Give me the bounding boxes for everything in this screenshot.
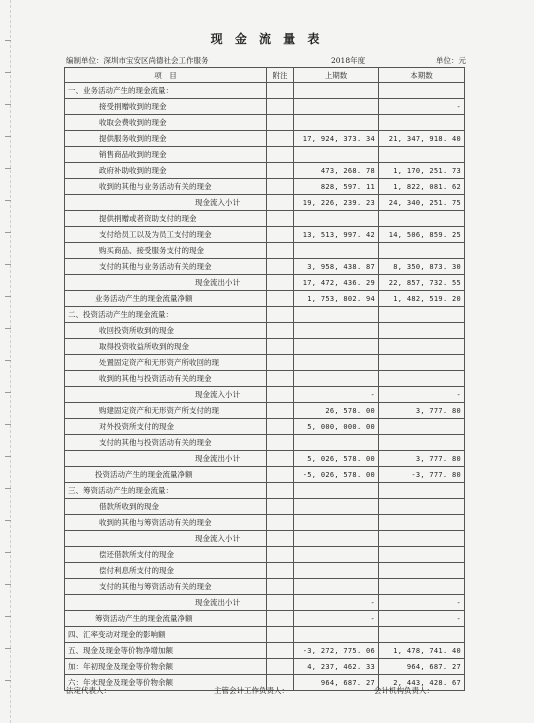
row-item: 偿还借款所支付的现金	[65, 547, 267, 563]
table-row	[65, 403, 465, 419]
row-note	[267, 179, 294, 195]
row-prev-amount	[294, 435, 379, 451]
cash-flow-table	[64, 67, 465, 691]
row-note	[267, 563, 294, 579]
row-curr-amount	[379, 243, 465, 259]
table-row	[65, 547, 465, 563]
row-item: 支付给员工以及为员工支付的现金	[65, 227, 267, 243]
row-item: 六：年末现金及现金等价物余额	[65, 675, 267, 691]
row-prev-amount	[294, 339, 379, 355]
row-curr-amount	[379, 323, 465, 339]
row-curr-amount: 3, 777. 80	[379, 451, 465, 467]
table-row	[65, 611, 465, 627]
row-item: 筹资活动产生的现金流量净额	[65, 611, 267, 627]
row-prev-amount	[294, 355, 379, 371]
table-row	[65, 595, 465, 611]
table-row	[65, 131, 465, 147]
row-prev-amount	[294, 99, 379, 115]
row-prev-amount: 5, 000, 000. 00	[294, 419, 379, 435]
table-row	[65, 83, 465, 99]
table-row	[65, 467, 465, 483]
report-year: 2018年度	[331, 56, 366, 65]
row-item: 加：年初现金及现金等价物余额	[65, 659, 267, 675]
row-note	[267, 275, 294, 291]
table-row	[65, 579, 465, 595]
row-prev-amount: 17, 924, 373. 34	[294, 131, 379, 147]
legal-rep-label: 法定代表人：	[66, 686, 111, 695]
reporting-unit: 编制单位：深圳市宝安区尚德社会工作服务	[66, 56, 209, 65]
row-note	[267, 579, 294, 595]
accounting-dept-label: 会计机构负责人：	[374, 686, 434, 695]
row-item: 三、筹资活动产生的现金流量：	[65, 483, 267, 499]
row-prev-amount	[294, 323, 379, 339]
currency-unit: 单位：元	[436, 56, 466, 65]
row-item: 现金流入小计	[65, 195, 267, 211]
table-row	[65, 99, 465, 115]
row-curr-amount	[379, 483, 465, 499]
row-prev-amount: -5, 026, 578. 00	[294, 467, 379, 483]
row-note	[267, 323, 294, 339]
col-header-item: 项 目	[65, 68, 267, 83]
table-row	[65, 115, 465, 131]
row-item: 现金流出小计	[65, 451, 267, 467]
row-prev-amount	[294, 579, 379, 595]
row-item: 现金流入小计	[65, 531, 267, 547]
row-note	[267, 147, 294, 163]
table-row	[65, 659, 465, 675]
table-row	[65, 147, 465, 163]
row-curr-amount: 8, 350, 873. 30	[379, 259, 465, 275]
table-row	[65, 627, 465, 643]
document-title: 现 金 流 量 表	[210, 32, 324, 46]
row-curr-amount	[379, 515, 465, 531]
row-curr-amount: 3, 777. 80	[379, 403, 465, 419]
row-note	[267, 339, 294, 355]
row-note	[267, 451, 294, 467]
row-note	[267, 195, 294, 211]
row-note	[267, 99, 294, 115]
row-item: 现金流出小计	[65, 275, 267, 291]
row-note	[267, 355, 294, 371]
row-note	[267, 243, 294, 259]
row-prev-amount: 13, 513, 997. 42	[294, 227, 379, 243]
row-curr-amount: -	[379, 99, 465, 115]
row-curr-amount	[379, 307, 465, 323]
table-row	[65, 483, 465, 499]
row-prev-amount	[294, 211, 379, 227]
row-item: 取得投资收益所收到的现金	[65, 339, 267, 355]
row-note	[267, 387, 294, 403]
row-note	[267, 403, 294, 419]
row-prev-amount: 3, 958, 438. 87	[294, 259, 379, 275]
row-prev-amount: -	[294, 387, 379, 403]
row-item: 借款所收到的现金	[65, 499, 267, 515]
row-item: 现金流入小计	[65, 387, 267, 403]
row-note	[267, 547, 294, 563]
row-prev-amount	[294, 371, 379, 387]
row-prev-amount	[294, 515, 379, 531]
row-item: 支付的其他与筹资活动有关的现金	[65, 579, 267, 595]
row-item: 提供捐赠或者资助支付的现金	[65, 211, 267, 227]
row-note	[267, 163, 294, 179]
row-prev-amount	[294, 483, 379, 499]
table-row	[65, 419, 465, 435]
table-row	[65, 195, 465, 211]
row-note	[267, 227, 294, 243]
row-curr-amount	[379, 371, 465, 387]
row-note	[267, 531, 294, 547]
table-row	[65, 307, 465, 323]
row-item: 对外投资所支付的现金	[65, 419, 267, 435]
row-item: 一、业务活动产生的现金流量：	[65, 83, 267, 99]
row-note	[267, 115, 294, 131]
row-note	[267, 307, 294, 323]
row-curr-amount	[379, 83, 465, 99]
row-prev-amount	[294, 531, 379, 547]
row-curr-amount	[379, 115, 465, 131]
row-prev-amount: 473, 268. 78	[294, 163, 379, 179]
col-header-curr: 本期数	[379, 68, 465, 83]
row-item: 四、汇率变动对现金的影响额	[65, 627, 267, 643]
row-curr-amount: -3, 777. 80	[379, 467, 465, 483]
row-note	[267, 291, 294, 307]
row-item: 购买商品、接受服务支付的现金	[65, 243, 267, 259]
row-curr-amount	[379, 419, 465, 435]
row-curr-amount: 1, 482, 519. 20	[379, 291, 465, 307]
row-item: 处置固定资产和无形资产所收回的现	[65, 355, 267, 371]
row-curr-amount: 1, 822, 081. 62	[379, 179, 465, 195]
row-curr-amount: 1, 170, 251. 73	[379, 163, 465, 179]
row-item: 收到的其他与筹资活动有关的现金	[65, 515, 267, 531]
table-row	[65, 291, 465, 307]
row-note	[267, 643, 294, 659]
row-prev-amount	[294, 115, 379, 131]
row-prev-amount	[294, 563, 379, 579]
table-row	[65, 259, 465, 275]
row-curr-amount: 964, 687. 27	[379, 659, 465, 675]
row-note	[267, 211, 294, 227]
row-curr-amount: 24, 340, 251. 75	[379, 195, 465, 211]
row-prev-amount	[294, 627, 379, 643]
table-row	[65, 451, 465, 467]
table-row	[65, 355, 465, 371]
binding-margin	[2, 0, 11, 723]
table-row	[65, 339, 465, 355]
row-prev-amount: 26, 578. 00	[294, 403, 379, 419]
row-item: 收回投资所收到的现金	[65, 323, 267, 339]
row-curr-amount	[379, 147, 465, 163]
table-row	[65, 243, 465, 259]
row-prev-amount: 964, 687. 27	[294, 675, 379, 691]
table-row	[65, 563, 465, 579]
table-row	[65, 643, 465, 659]
row-curr-amount: 22, 857, 732. 55	[379, 275, 465, 291]
row-note	[267, 259, 294, 275]
table-row	[65, 227, 465, 243]
row-curr-amount	[379, 627, 465, 643]
row-prev-amount: 19, 226, 239. 23	[294, 195, 379, 211]
row-item: 支付的其他与业务活动有关的现金	[65, 259, 267, 275]
row-curr-amount: 2, 443, 428. 67	[379, 675, 465, 691]
row-note	[267, 83, 294, 99]
table-row	[65, 499, 465, 515]
row-curr-amount	[379, 499, 465, 515]
table-row	[65, 371, 465, 387]
row-note	[267, 595, 294, 611]
row-note	[267, 515, 294, 531]
row-prev-amount: 1, 753, 802. 94	[294, 291, 379, 307]
table-row	[65, 163, 465, 179]
row-note	[267, 419, 294, 435]
table-row	[65, 387, 465, 403]
row-prev-amount	[294, 307, 379, 323]
row-item: 现金流出小计	[65, 595, 267, 611]
col-header-prev: 上期数	[294, 68, 379, 83]
row-item: 接受捐赠收到的现金	[65, 99, 267, 115]
row-item: 五、现金及现金等价物净增加额	[65, 643, 267, 659]
row-curr-amount	[379, 579, 465, 595]
row-prev-amount	[294, 83, 379, 99]
row-item: 偿付利息所支付的现金	[65, 563, 267, 579]
row-curr-amount: 21, 347, 918. 40	[379, 131, 465, 147]
row-curr-amount: -	[379, 387, 465, 403]
row-item: 业务活动产生的现金流量净额	[65, 291, 267, 307]
row-curr-amount	[379, 547, 465, 563]
row-item: 收取会费收到的现金	[65, 115, 267, 131]
row-curr-amount: -	[379, 611, 465, 627]
table-row	[65, 515, 465, 531]
row-item: 收到的其他与投资活动有关的现金	[65, 371, 267, 387]
row-item: 销售商品收到的现金	[65, 147, 267, 163]
row-prev-amount	[294, 147, 379, 163]
row-item: 支付的其他与投资活动有关的现金	[65, 435, 267, 451]
row-prev-amount	[294, 547, 379, 563]
table-header-row	[65, 68, 465, 83]
table-row	[65, 435, 465, 451]
table-row	[65, 323, 465, 339]
table-row	[65, 211, 465, 227]
row-note	[267, 611, 294, 627]
row-prev-amount: -	[294, 611, 379, 627]
table-row	[65, 531, 465, 547]
table-row	[65, 179, 465, 195]
row-item: 收到的其他与业务活动有关的现金	[65, 179, 267, 195]
row-curr-amount: 1, 478, 741. 40	[379, 643, 465, 659]
row-note	[267, 371, 294, 387]
row-curr-amount	[379, 355, 465, 371]
row-curr-amount: -	[379, 595, 465, 611]
row-item: 二、投资活动产生的现金流量：	[65, 307, 267, 323]
row-curr-amount	[379, 563, 465, 579]
row-item: 政府补助收到的现金	[65, 163, 267, 179]
row-prev-amount	[294, 499, 379, 515]
row-note	[267, 499, 294, 515]
row-curr-amount: 14, 506, 859. 25	[379, 227, 465, 243]
row-curr-amount	[379, 531, 465, 547]
row-prev-amount: 4, 237, 462. 33	[294, 659, 379, 675]
row-curr-amount	[379, 211, 465, 227]
row-item: 提供服务收到的现金	[65, 131, 267, 147]
row-prev-amount: 5, 026, 578. 00	[294, 451, 379, 467]
row-note	[267, 659, 294, 675]
row-curr-amount	[379, 435, 465, 451]
row-item: 购建固定资产和无形资产所支付的现	[65, 403, 267, 419]
table-row	[65, 275, 465, 291]
row-note	[267, 435, 294, 451]
row-prev-amount	[294, 243, 379, 259]
row-note	[267, 483, 294, 499]
col-header-note: 附注	[267, 68, 294, 83]
row-prev-amount: -	[294, 595, 379, 611]
row-note	[267, 131, 294, 147]
row-prev-amount: -3, 272, 775. 06	[294, 643, 379, 659]
row-curr-amount	[379, 339, 465, 355]
accounting-head-label: 主管会计工作负责人：	[214, 686, 289, 695]
row-note	[267, 627, 294, 643]
row-item: 投资活动产生的现金流量净额	[65, 467, 267, 483]
row-prev-amount: 17, 472, 436. 29	[294, 275, 379, 291]
row-note	[267, 467, 294, 483]
row-prev-amount: 828, 597. 11	[294, 179, 379, 195]
